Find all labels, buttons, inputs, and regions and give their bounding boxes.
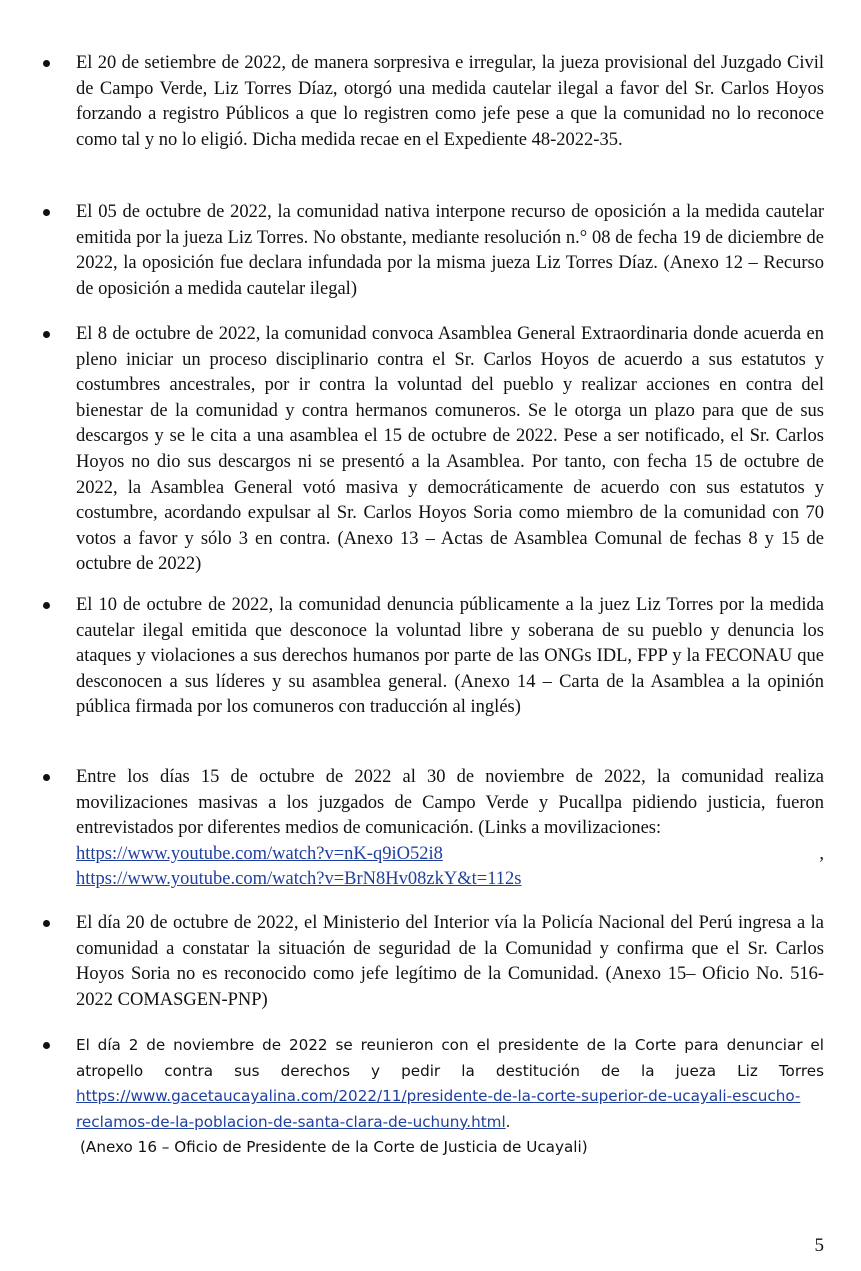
list-item (76, 200, 824, 302)
link-row (76, 867, 824, 893)
paragraph-text: Entre los días 15 de octubre de 2022 al 30 de noviembre de 2022, la comunidad realiza movilizaciones masivas a los juzgados de Campo Verde y Pucallpa pidiendo justicia, fueron entrevistados por diferentes medios de comunicación. (Links a movilizaciones: (76, 767, 824, 839)
list-item (76, 911, 824, 1013)
annex-note: (Anexo 16 – Oficio de Presidente de la Corte de Justicia de Ucayali) (80, 1138, 588, 1157)
list-item (76, 51, 824, 153)
gaceta-link[interactable]: https://www.gacetaucayalina.com/2022/11/presidente-de-la-corte-superior-de-ucayali-escucho-reclamos-de-la-poblacion-de-santa-clara-de-uchuny.html (76, 1087, 801, 1131)
youtube-link-1[interactable]: https://www.youtube.com/watch?v=nK-q9iO52i8 (76, 843, 443, 864)
youtube-link-2[interactable]: https://www.youtube.com/watch?v=BrN8Hv08zkY&t=112s (76, 869, 522, 890)
paragraph-text: El 20 de setiembre de 2022, de manera sorpresiva e irregular, la jueza provisional del Juzgado Civil de Campo Verde, Liz Torres Díaz, otorgó una medida cautelar ilegal a favor del Sr. Carlos Hoyos forzando a registro Públicos a que lo registren como jefe pese a que la comunidad no lo reconoce como tal y no lo eligió. Dicha medida recae en el Expediente 48-2022-35. (76, 53, 824, 150)
paragraph-body: El día 2 de noviembre de 2022 se reunieron con el presidente de la Corte para denunciar el atropello contra sus derechos y pedir la destitución de la jueza Liz Torres (76, 1036, 824, 1080)
link-period: . (505, 1112, 511, 1131)
link-row (76, 842, 824, 868)
bullet-icon (43, 209, 50, 216)
list-item (76, 1033, 824, 1161)
paragraph-text: El día 20 de octubre de 2022, el Ministerio del Interior vía la Policía Nacional del Perú ingresa a la comunidad a constatar la situación de seguridad de la Comunidad y confirma que el Sr. Carlos Hoyos Soria no es reconocido como jefe legítimo de la Comunidad. (Anexo 15– Oficio No. 516-2022 COMASGEN-PNP) (76, 913, 824, 1010)
bullet-icon (43, 920, 50, 927)
bullet-icon (43, 1042, 50, 1049)
bullet-icon (43, 774, 50, 781)
link-separator: , (819, 843, 824, 864)
paragraph-text (76, 1033, 824, 1161)
bullet-icon (43, 602, 50, 609)
bullet-icon (43, 331, 50, 338)
list-item (76, 593, 824, 721)
paragraph-text: El 10 de octubre de 2022, la comunidad denuncia públicamente a la juez Liz Torres por la medida cautelar ilegal emitida que desconoce la voluntad libre y soberana de su pueblo y denuncia los ataques y violaciones a sus derechos humanos por parte de las ONGs IDL, FPP y la FECONAU que desconocen a sus líderes y su asamblea general. (Anexo 14 – Carta de la Asamblea a la opinión pública firmada por los comuneros con traducción al inglés) (76, 595, 824, 718)
paragraph-text: El 05 de octubre de 2022, la comunidad nativa interpone recurso de oposición a la medida cautelar emitida por la jueza Liz Torres. No obstante, mediante resolución n.° 08 de fecha 19 de diciembre de 2022, la oposición fue declara infundada por la misma jueza Liz Torres Díaz. (Anexo 12 – Recurso de oposición a medida cautelar ilegal) (76, 202, 824, 299)
page-number: 5 (814, 1235, 824, 1256)
bullet-icon (43, 60, 50, 67)
list-item (76, 322, 824, 578)
list-item (76, 765, 824, 893)
paragraph-text: El 8 de octubre de 2022, la comunidad convoca Asamblea General Extraordinaria donde acuerda en pleno iniciar un proceso disciplinario contra el Sr. Carlos Hoyos de acuerdo a sus estatutos y costumbres ancestrales, por ir contra la voluntad del pueblo y realizar acciones en contra del bienestar de la comunidad y contra hermanos comuneros. Se le otorga un plazo para que de sus descargos y se le cita a una asamblea el 15 de octubre de 2022. Pese a ser notificado, el Sr. Carlos Hoyos no dio sus descargos ni se presentó a la Asamblea. Por tanto, con fecha 15 de octubre de 2022, la Asamblea General votó masiva y democráticamente de acuerdo con sus estatutos y costumbre, acordando expulsar al Sr. Carlos Hoyos Soria como miembro de la comunidad con 70 votos a favor y sólo 3 en contra. (Anexo 13 – Actas de Asamblea Comunal de fechas 8 y 15 de octubre de 2022) (76, 324, 824, 575)
